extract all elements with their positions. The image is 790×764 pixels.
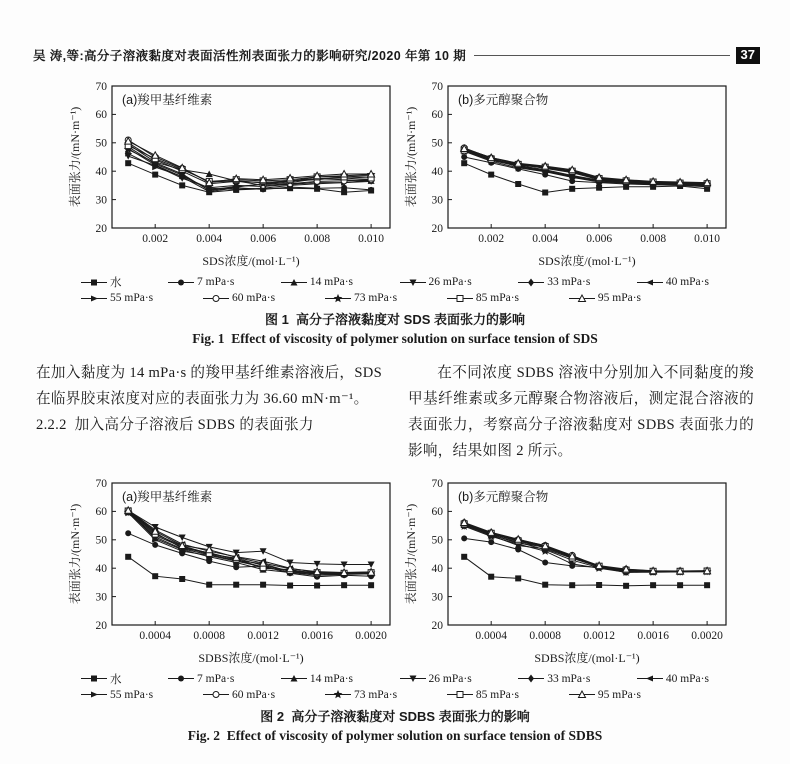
marker-square: [542, 582, 548, 588]
marker-square: [233, 582, 239, 588]
legend-marker-icon: [81, 689, 107, 700]
panel-label: (b)多元醇聚合物: [458, 93, 549, 107]
x-tick-label: 0.010: [694, 233, 721, 245]
x-tick-label: 0.0012: [247, 629, 279, 642]
legend-item-33mPas: [518, 274, 590, 290]
legend-label: 85 mPa·s: [475, 688, 520, 701]
x-tick-label: 0.008: [640, 233, 667, 245]
y-tick-label: 70: [431, 477, 443, 490]
y-tick-label: 40: [431, 562, 443, 575]
y-tick-label: 20: [431, 222, 443, 235]
marker-circle-open: [213, 692, 219, 698]
series-73mPas: [460, 521, 712, 575]
legend-row-2: [81, 689, 641, 701]
plot-frame: [112, 483, 390, 625]
marker-square: [341, 582, 347, 588]
marker-square: [179, 576, 185, 582]
marker-circle: [461, 154, 467, 160]
legend-marker-icon: [447, 689, 473, 700]
marker-square: [179, 182, 185, 188]
legend-marker-icon: [569, 293, 595, 304]
x-tick-label: 0.006: [250, 233, 277, 245]
legend-label: 95 mPa·s: [597, 688, 641, 701]
marker-circle: [152, 542, 158, 548]
panel-label: (a)羧甲基纤维素: [122, 489, 213, 504]
legend-item-7mPas: [168, 671, 234, 687]
paragraph-right: 在不同浓度 SDBS 溶液中分别加入不同黏度的羧甲基纤维素或多元醇聚合物溶液后，测定混合溶液的表面张力，考察高分子溶液黏度对 SDBS 表面张力的影响，结果如图 2 所示。: [408, 365, 754, 459]
page-number-badge: 37: [736, 47, 760, 64]
series-55mPas: [125, 510, 375, 579]
y-tick-label: 30: [95, 591, 107, 604]
y-tick-label: 40: [431, 166, 443, 178]
series-33mPas: [461, 145, 710, 188]
legend-label: 14 mPa·s: [309, 276, 354, 288]
marker-square: [515, 575, 521, 581]
y-tick-label: 70: [431, 80, 443, 93]
legend-marker-icon: [637, 277, 663, 288]
x-tick-label: 0.0004: [475, 629, 507, 642]
series-33mPas: [461, 521, 710, 575]
marker-diamond: [528, 278, 534, 286]
series-14mPas: [461, 146, 711, 187]
legend-label: 33 mPa·s: [547, 672, 591, 685]
marker-square: [125, 160, 131, 166]
legend-item-55mPas: [81, 292, 153, 304]
legend-marker-icon: [447, 293, 473, 304]
marker-circle: [488, 539, 494, 545]
y-tick-label: 20: [95, 619, 107, 632]
marker-circle: [178, 676, 184, 682]
marker-square: [542, 190, 548, 196]
legend-label: 7 mPa·s: [197, 276, 235, 288]
series-line: [464, 526, 707, 572]
legend-row-2: [81, 292, 641, 304]
legend-marker-icon: [637, 673, 663, 684]
legend-marker-icon: [203, 293, 229, 304]
marker-square: [461, 160, 467, 166]
marker-circle: [125, 530, 131, 536]
legend-marker-icon: [325, 293, 351, 304]
marker-circle: [542, 559, 548, 565]
legend-label: 85 mPa·s: [475, 292, 520, 304]
legend-label: 7 mPa·s: [197, 672, 235, 685]
legend-item-33mPas: [518, 671, 590, 687]
legend-item-water: [81, 274, 122, 290]
figure2-charts-row: [0, 475, 790, 667]
series-line: [128, 557, 371, 586]
figure2-legend: [81, 671, 709, 701]
x-tick-label: 0.002: [142, 233, 169, 245]
marker-square: [91, 676, 97, 682]
x-axis-label: SDBS浓度/(mol·L⁻¹): [198, 650, 304, 665]
legend-label: 60 mPa·s: [231, 292, 276, 304]
y-tick-label: 40: [95, 166, 107, 178]
marker-triangle-left: [646, 676, 653, 682]
legend-label: 水: [110, 277, 122, 289]
marker-star: [334, 690, 343, 698]
legend-label: 40 mPa·s: [665, 276, 709, 288]
marker-triangle-left: [646, 279, 653, 285]
body-text: [36, 361, 754, 465]
marker-star: [334, 293, 343, 301]
legend-label: 73 mPa·s: [353, 688, 398, 701]
legend-label: 14 mPa·s: [309, 672, 354, 685]
figure-1: [0, 78, 790, 347]
x-tick-label: 0.0016: [637, 629, 669, 642]
x-tick-label: 0.0012: [583, 629, 615, 642]
y-tick-label: 30: [431, 591, 443, 604]
series-7mPas: [461, 535, 710, 575]
y-tick-label: 50: [95, 137, 107, 150]
marker-square: [488, 172, 494, 178]
x-tick-label: 0.002: [478, 233, 505, 245]
x-tick-label: 0.008: [304, 233, 331, 245]
x-tick-label: 0.006: [586, 233, 613, 245]
legend-label: 26 mPa·s: [428, 276, 472, 288]
page-header: [0, 0, 790, 64]
x-tick-label: 0.004: [196, 233, 223, 245]
legend-label: 水: [110, 673, 122, 686]
series-line: [464, 525, 707, 572]
legend-marker-icon: [81, 673, 107, 684]
legend-marker-icon: [281, 277, 307, 288]
series-line: [464, 525, 707, 572]
series-line: [464, 525, 707, 571]
legend-item-73mPas: [325, 689, 397, 701]
marker-triangle-down: [179, 534, 186, 541]
legend-label: 60 mPa·s: [231, 688, 276, 701]
marker-square: [515, 181, 521, 187]
marker-diamond: [528, 675, 534, 683]
legend-label: 95 mPa·s: [597, 292, 641, 304]
legend-marker-icon: [168, 277, 194, 288]
figure1-caption-zh: 图 1 高分子溶液黏度对 SDS 表面张力的影响: [264, 312, 526, 327]
legend-marker-icon: [325, 689, 351, 700]
legend-marker-icon: [203, 689, 229, 700]
y-tick-label: 20: [431, 619, 443, 632]
marker-square-open: [457, 295, 463, 301]
legend-item-85mPas: [447, 292, 519, 304]
legend-item-60mPas: [203, 292, 275, 304]
legend-item-73mPas: [325, 292, 397, 304]
series-line: [464, 538, 707, 572]
y-tick-label: 50: [431, 137, 443, 150]
series-line: [464, 151, 707, 186]
marker-square: [368, 582, 374, 588]
chart-fig2b-polyol-polymer: [402, 475, 734, 667]
y-tick-label: 60: [95, 109, 107, 122]
marker-square: [206, 582, 212, 588]
plot-frame: [448, 483, 726, 625]
figure1-charts-row: [0, 78, 790, 270]
figure1-caption-en: Fig. 1 Effect of viscosity of polymer solution on surface tension of SDS: [192, 331, 598, 346]
legend-marker-icon: [569, 689, 595, 700]
marker-square: [152, 573, 158, 579]
paragraph-left: 在加入黏度为 14 mPa·s 的羧甲基纤维素溶液后，SDS 在临界胶束浓度对应的表面张力为 36.60 mN·m⁻¹。: [36, 365, 382, 407]
marker-square: [650, 582, 656, 588]
legend-item-7mPas: [168, 274, 234, 290]
header-rule: [474, 55, 729, 56]
legend-row-1: [81, 671, 709, 687]
marker-square: [569, 582, 575, 588]
y-tick-label: 70: [95, 477, 107, 490]
marker-square: [677, 582, 683, 588]
marker-circle: [178, 279, 184, 285]
legend-item-55mPas: [81, 689, 153, 701]
marker-square: [91, 279, 97, 285]
legend-marker-icon: [518, 277, 544, 288]
marker-square: [152, 172, 158, 178]
series-line: [128, 143, 371, 184]
legend-label: 73 mPa·s: [353, 292, 398, 304]
legend-item-95mPas: [569, 689, 641, 701]
left-column: [36, 361, 382, 465]
marker-square: [461, 554, 467, 560]
legend-item-26mPas: [400, 671, 472, 687]
x-axis-label: SDS浓度/(mol·L⁻¹): [538, 254, 636, 268]
x-tick-label: 0.010: [358, 233, 385, 245]
marker-square: [623, 583, 629, 589]
x-axis-label: SDBS浓度/(mol·L⁻¹): [534, 650, 640, 665]
panel-label: (b)多元醇聚合物: [458, 489, 549, 504]
legend-marker-icon: [81, 293, 107, 304]
marker-square: [125, 554, 131, 560]
legend-item-water: [81, 671, 122, 687]
legend-item-14mPas: [281, 274, 353, 290]
section-heading: 2.2.2 加入高分子溶液后 SDBS 的表面张力: [36, 416, 314, 433]
y-tick-label: 60: [431, 109, 443, 122]
series-line: [128, 154, 371, 190]
x-tick-label: 0.0004: [139, 629, 171, 642]
x-tick-label: 0.004: [532, 233, 559, 245]
legend-item-85mPas: [447, 689, 519, 701]
x-tick-label: 0.0020: [355, 629, 387, 642]
x-tick-label: 0.0016: [301, 629, 333, 642]
legend-marker-icon: [518, 673, 544, 684]
legend-label: 55 mPa·s: [110, 292, 154, 304]
chart-fig1a-carboxymethyl-cellulose: [66, 78, 398, 270]
marker-square: [287, 582, 293, 588]
y-tick-label: 60: [95, 506, 107, 519]
legend-label: 40 mPa·s: [665, 672, 709, 685]
legend-row-1: [81, 274, 709, 290]
x-tick-label: 0.0020: [691, 629, 723, 642]
panel-label: (a)羧甲基纤维素: [122, 93, 213, 107]
y-axis-label: 表面张力/(mN·m⁻¹): [68, 503, 82, 605]
figure2-caption-en: Fig. 2 Effect of viscosity of polymer solution on surface tension of SDBS: [187, 727, 603, 743]
series-85mPas: [461, 147, 710, 187]
x-tick-label: 0.0008: [529, 629, 561, 642]
legend-item-26mPas: [400, 274, 472, 290]
marker-square: [704, 582, 710, 588]
chart-fig2a-carboxymethyl-cellulose: [66, 475, 398, 667]
marker-triangle-right: [91, 692, 98, 698]
y-axis-label: 表面张力/(mN·m⁻¹): [404, 106, 418, 208]
marker-square: [314, 582, 320, 588]
marker-circle: [368, 187, 374, 193]
marker-square: [260, 582, 266, 588]
x-tick-label: 0.0008: [193, 629, 225, 642]
legend-label: 26 mPa·s: [428, 672, 472, 685]
marker-triangle-right: [91, 295, 98, 301]
legend-marker-icon: [281, 673, 307, 684]
y-tick-label: 20: [95, 222, 107, 235]
marker-square: [569, 186, 575, 192]
chart-fig1b-polyol-polymer: [402, 78, 734, 270]
y-tick-label: 30: [95, 194, 107, 207]
marker-square: [596, 582, 602, 588]
running-title: 吴 涛,等:高分子溶液黏度对表面活性剂表面张力的影响研究/2020 年第 10 期: [33, 49, 467, 63]
marker-circle-open: [213, 295, 219, 301]
right-column: [408, 361, 754, 465]
x-axis-label: SDS浓度/(mol·L⁻¹): [202, 254, 300, 268]
y-axis-label: 表面张力/(mN·m⁻¹): [404, 503, 418, 605]
series-55mPas: [461, 147, 711, 187]
y-tick-label: 30: [431, 194, 443, 207]
legend-item-40mPas: [637, 671, 709, 687]
y-tick-label: 70: [95, 80, 107, 93]
legend-label: 33 mPa·s: [547, 276, 591, 288]
marker-circle: [461, 535, 467, 541]
marker-square: [488, 574, 494, 580]
legend-marker-icon: [168, 673, 194, 684]
y-tick-label: 60: [431, 506, 443, 519]
y-tick-label: 50: [431, 534, 443, 547]
legend-marker-icon: [400, 277, 426, 288]
y-tick-label: 50: [95, 534, 107, 547]
marker-square-open: [457, 692, 463, 698]
legend-item-60mPas: [203, 689, 275, 701]
figure2-caption-zh: 图 2 高分子溶液黏度对 SDBS 表面张力的影响: [260, 708, 530, 724]
legend-item-95mPas: [569, 292, 641, 304]
legend-marker-icon: [400, 673, 426, 684]
legend-item-14mPas: [281, 671, 353, 687]
legend-marker-icon: [81, 277, 107, 288]
y-axis-label: 表面张力/(mN·m⁻¹): [68, 106, 82, 208]
series-line: [464, 151, 707, 186]
figure1-legend: [81, 274, 709, 304]
y-tick-label: 40: [95, 562, 107, 575]
legend-item-40mPas: [637, 274, 709, 290]
figure-2: [0, 475, 790, 744]
legend-label: 55 mPa·s: [110, 688, 154, 701]
series-line: [128, 510, 371, 564]
